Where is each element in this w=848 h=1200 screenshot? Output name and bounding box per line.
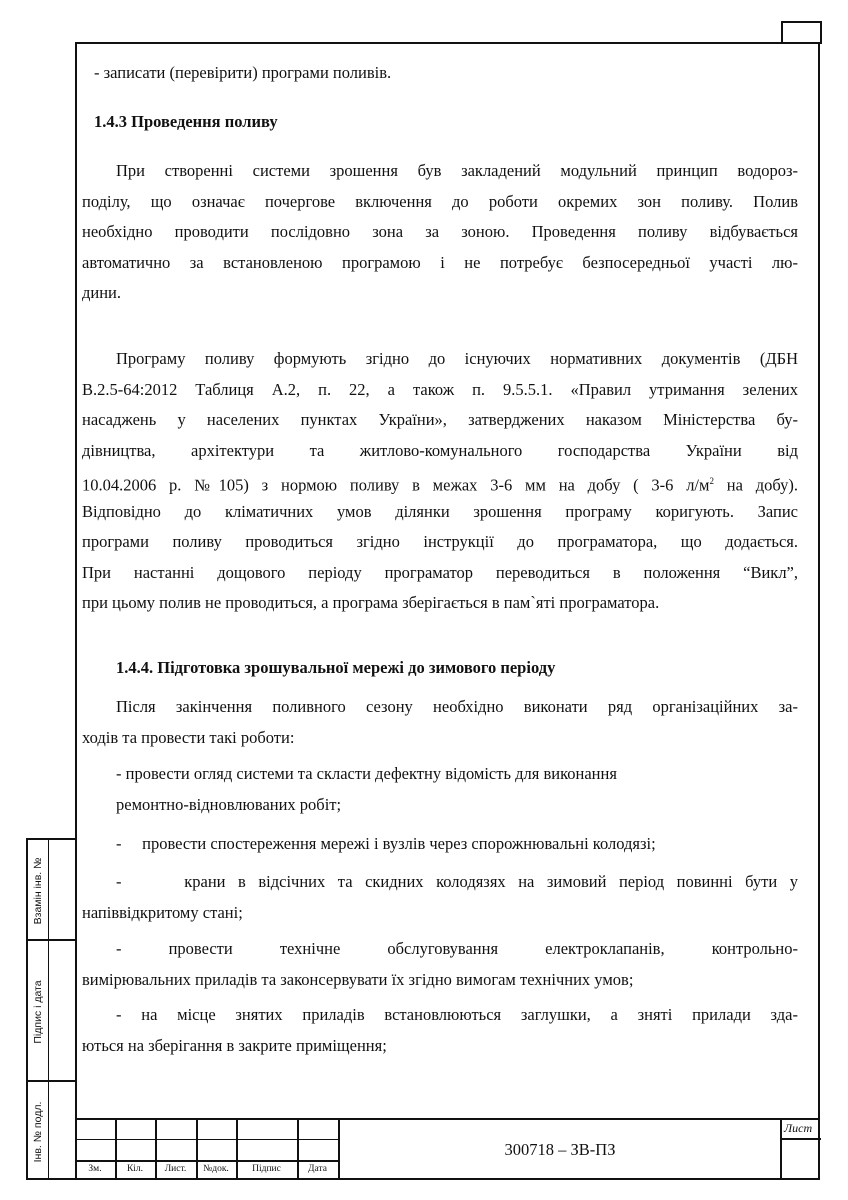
list-item-4: - провести технічне обслуговування електроклапанів, контрольно- вимірювальних приладів та законсервувати їх згідно вимогам технічних умов;	[82, 939, 798, 989]
side-stamp-inventory	[26, 1080, 76, 1180]
stamp-col-count: Кіл.	[126, 1164, 144, 1174]
list-item-2: - провести спостереження мережі і вузлів через спорожнювальні колодязі;	[116, 834, 656, 853]
document-code: 300718 – ЗВ-ПЗ	[504, 1140, 616, 1159]
stamp-col-sheet: Лист.	[164, 1164, 187, 1174]
section-heading-143: 1.4.3 Проведення поливу	[94, 112, 278, 131]
list-item-1: - провести огляд системи та скласти дефектну відомість для виконання ремонтно-відновлюваних робіт;	[116, 764, 617, 814]
stamp-col-signature: Підпис	[252, 1164, 281, 1174]
paragraph-1: При створенні системи зрошення був закладений модульний принцип водороз- поділу, що означає почергове включення до роботи окремих зон поливу. Полив необхідно проводити послідовно зона за зоною. Проведення поливу відбувається автоматично за встановленою програмою і не потребує безпосередньої участі лю- дини.	[82, 161, 798, 302]
paragraph-3: Після закінчення поливного сезону необхідно виконати ряд організаційних за- ходів та провести такі роботи:	[82, 697, 798, 747]
side-stamp-signature	[26, 939, 76, 1082]
list-item-5: - на місце знятих приладів встановлюються заглушки, а зняті прилади зда- ються на зберігання в закрите приміщення;	[82, 1005, 798, 1055]
section-heading-144: 1.4.4. Підготовка зрошувальної мережі до зимового періоду	[116, 658, 556, 677]
sheet-number-box	[781, 21, 822, 44]
stamp-col-change: Зм.	[88, 1164, 102, 1174]
side-stamp-replacement	[26, 838, 76, 941]
side-label-signature: Підпис і дата	[32, 980, 44, 1044]
stamp-col-date: Дата	[308, 1164, 327, 1174]
sheet-label: Лист	[784, 1121, 813, 1135]
paragraph-2: Програму поливу формують згідно до існуючих нормативних документів (ДБН В.2.5-64:2012 Таблиця А.2, п. 22, а також п. 9.5.5.1. «Правил утримання зелених насаджень у населених пунктах України», затверджених наказом Міністерства бу- дівництва, архітектури та житлово-комунального господарства України від 10.04.2006 р. №105) з нормою поливу в межах 3-6 мм на добу ( 3-6 $л/м^2$ на добу). Відповідно до кліматичних умов ділянки зрошення програму коригують. Запис програми поливу проводиться згідно інструкції до програматора, що додається. При настанні дощового періоду програматор переводиться в положення “Викл”, при цьому полив не проводиться, а програма зберігається в пам`яті програматора.	[82, 349, 798, 612]
stamp-col-docnum: №док.	[203, 1164, 229, 1174]
list-item-3: - крани в відсічних та скидних колодязях на зимовий період повинні бути у напіввідкритому стані;	[82, 872, 798, 922]
side-label-replacement: Взамін інв. №	[32, 857, 44, 925]
paragraph-2-line-5: 10.04.2006 р. №105) з нормою поливу в межах 3-6 мм на добу ( 3-6 $л/м^2$ на добу).	[82, 475, 798, 495]
list-intro: - записати (перевірити) програми поливів.	[94, 63, 392, 82]
side-label-inventory: Інв. № подл.	[32, 1101, 44, 1163]
